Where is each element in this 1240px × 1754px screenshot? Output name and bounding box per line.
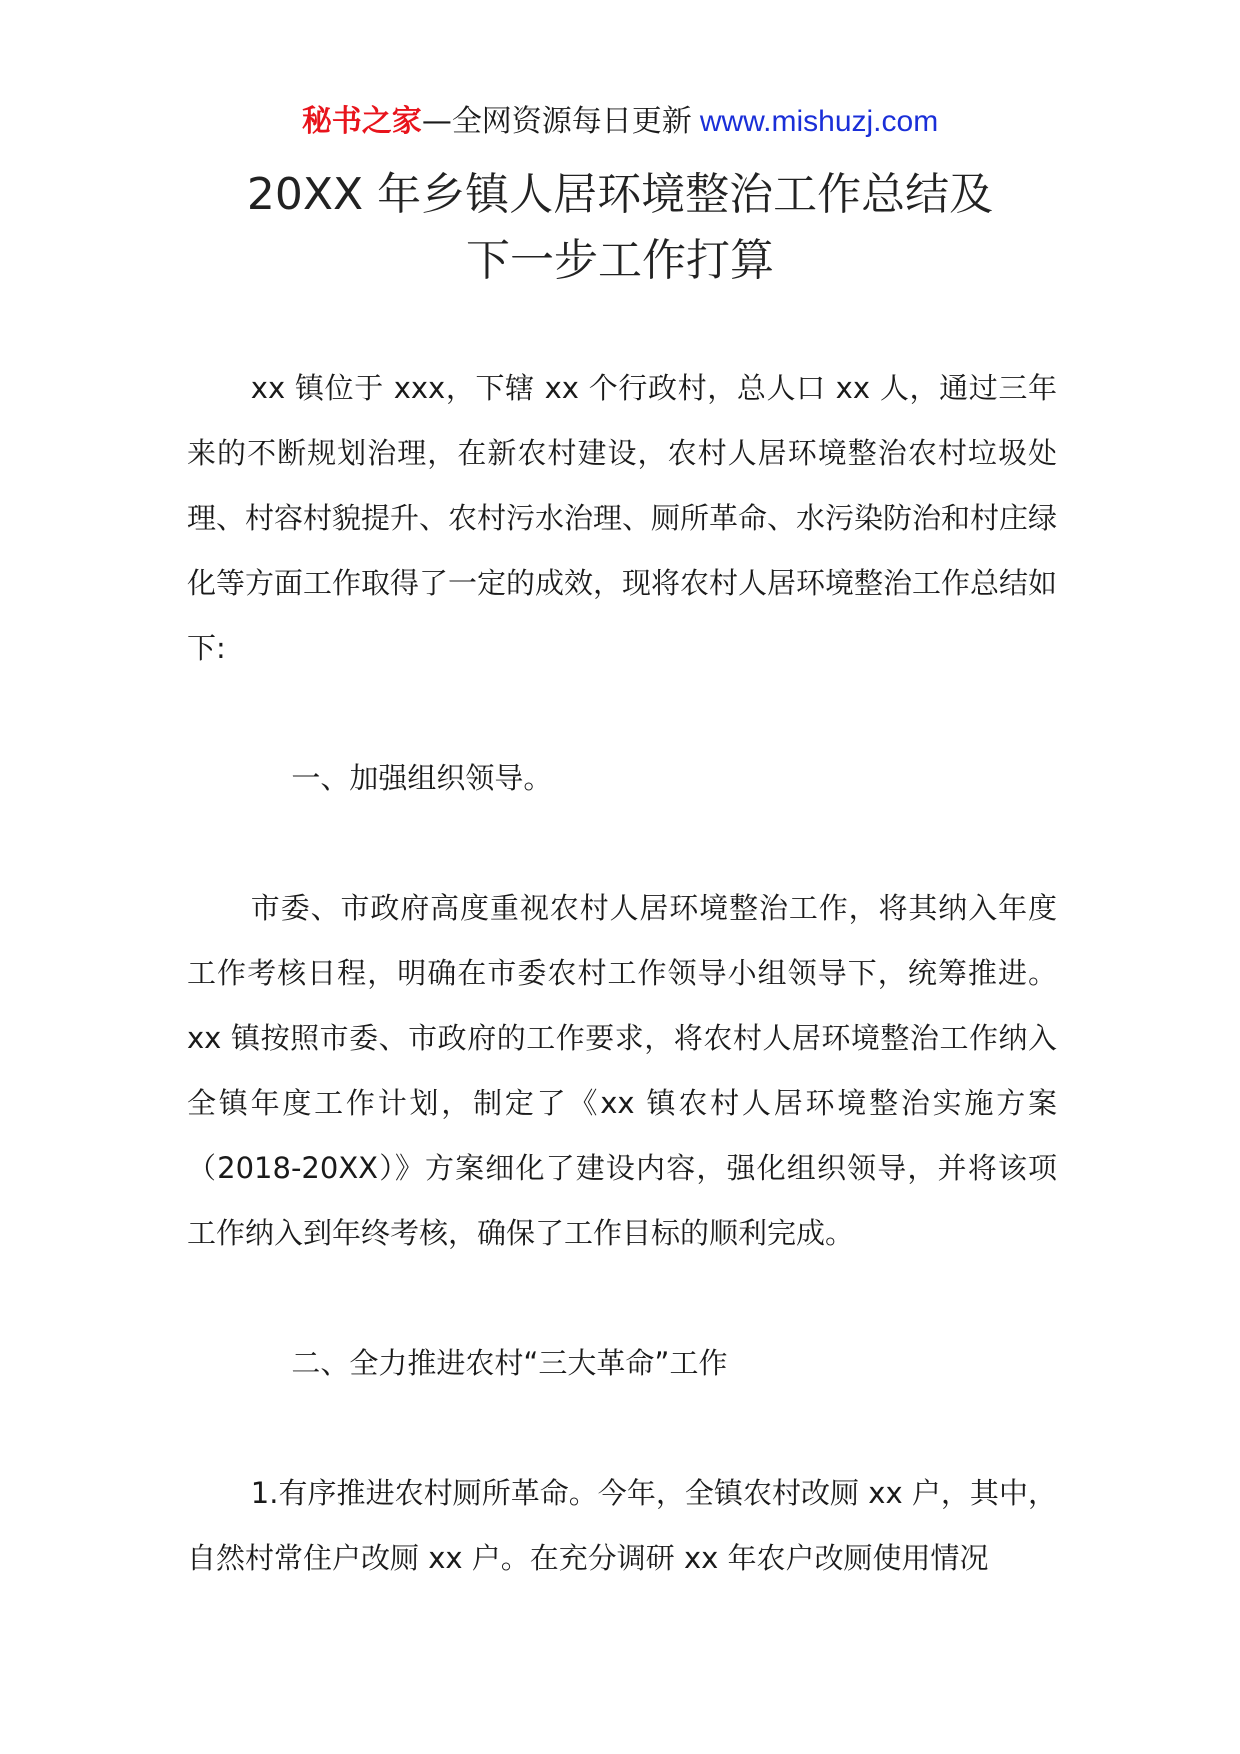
- document-body: [187, 356, 1057, 1591]
- site-header: [0, 100, 1240, 144]
- spacer: [187, 1266, 1057, 1331]
- section-2-item-1: 1.有序推进农村厕所革命。今年，全镇农村改厕 xx 户，其中，自然村常住户改厕 xx 户。在充分调研 xx 年农户改厕使用情况: [187, 1476, 1057, 1575]
- intro-paragraph: xx 镇位于 xxx，下辖 xx 个行政村，总人口 xx 人，通过三年来的不断规划治理，在新农村建设，农村人居环境整治农村垃圾处理、村容村貌提升、农村污水治理、厕所革命、水污染防治和村庄绿化等方面工作取得了一定的成效，现将农村人居环境整治工作总结如下:: [187, 371, 1058, 665]
- spacer: [187, 1396, 1057, 1461]
- section-1-paragraph: 市委、市政府高度重视农村人居环境整治工作，将其纳入年度工作考核日程，明确在市委农村工作领导小组领导下，统筹推进。xx 镇按照市委、市政府的工作要求，将农村人居环境整治工作纳入全镇年度工作计划，制定了《xx 镇农村人居环境整治实施方案（2018-20XX）》方案细化了建设内容，强化组织领导，并将该项工作纳入到年终考核，确保了工作目标的顺利完成。: [187, 891, 1057, 1250]
- site-slogan: —全网资源每日更新: [421, 104, 692, 139]
- title-line-1: 20XX 年乡镇人居环境整治工作总结及: [246, 169, 994, 220]
- title-line-2: 下一步工作打算: [466, 235, 774, 286]
- document-title: [0, 162, 1240, 294]
- site-url[interactable]: www.mishuzj.com: [699, 105, 939, 138]
- section-1-heading: 一、加强组织领导。: [291, 761, 553, 795]
- spacer: [187, 811, 1057, 876]
- section-2-heading: 二、全力推进农村“三大革命”工作: [291, 1346, 728, 1380]
- spacer: [187, 681, 1057, 746]
- site-name: 秘书之家: [301, 104, 422, 139]
